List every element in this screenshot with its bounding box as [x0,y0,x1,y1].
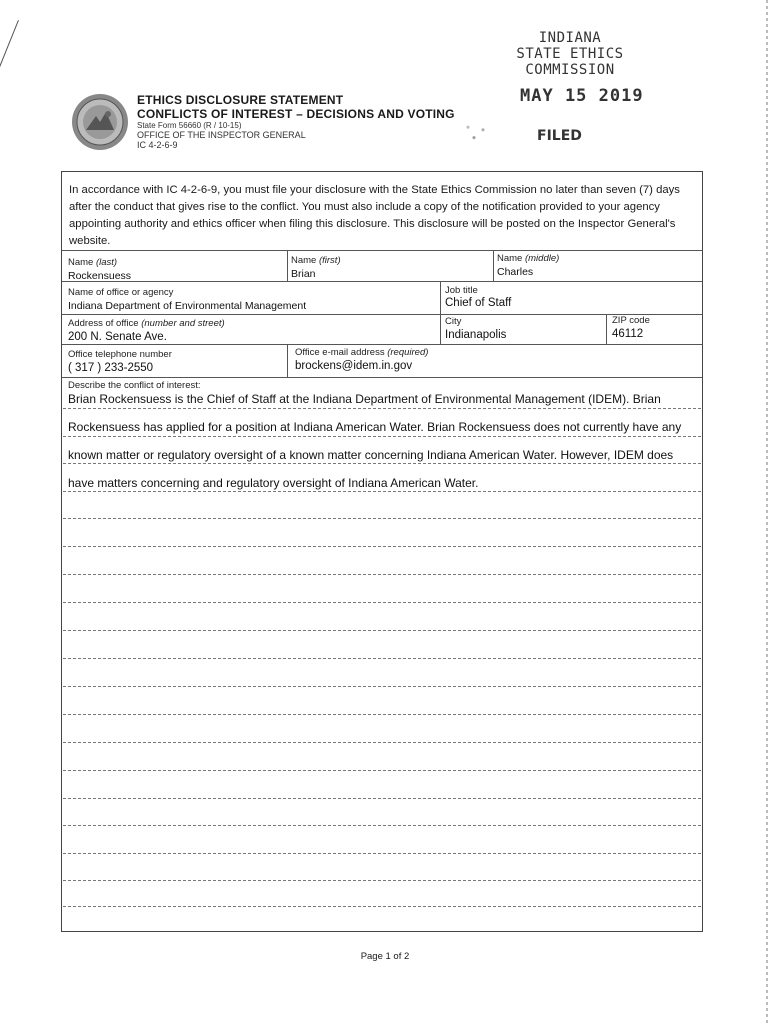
form-subtitle: CONFLICTS OF INTEREST – DECISIONS AND VOTING [137,107,455,121]
disclosure-form [61,171,703,932]
label-text: Name [291,255,317,266]
writing-line [63,770,701,771]
name-first-value[interactable]: Brian [291,268,316,280]
issuing-office: OFFICE OF THE INSPECTOR GENERAL [137,130,306,140]
conflict-line-2[interactable]: Rockensuess has applied for a position at Indiana American Water. Brian Rockensuess does not currently have any [68,420,682,434]
writing-line [63,630,701,631]
state-seal-icon [70,92,130,152]
divider [440,281,441,344]
label-emphasis: (required) [387,347,429,358]
stamp-date: MAY 15 2019 [520,86,644,106]
stamp-state-line2: STATE ETHICS COMMISSION [516,46,624,78]
label-name-middle [497,253,559,264]
writing-line [63,742,701,743]
received-stamp-agency [470,30,670,78]
writing-line [63,408,701,409]
writing-line [63,825,701,826]
scan-mark [0,20,19,141]
scan-edge [766,0,768,1024]
label-emphasis: (last) [95,257,118,268]
writing-line [63,602,701,603]
divider [606,314,607,344]
writing-line [63,880,701,881]
writing-line [63,491,701,492]
label-text: Office e-mail address [295,347,385,358]
label-conflict: Describe the conflict of interest: [68,380,201,391]
label-address [68,318,225,329]
divider [287,250,288,281]
label-email [295,347,428,358]
name-last-value[interactable]: Rockensuess [68,270,132,282]
label-city: City [445,316,462,327]
writing-line [63,436,701,437]
rule [62,377,702,378]
writing-line [63,714,701,715]
email-value[interactable]: brockens@idem.in.gov [295,360,413,372]
label-text: Name [497,253,523,264]
address-value[interactable]: 200 N. Senate Ave. [68,331,167,343]
label-text: Address of office [68,318,139,329]
writing-line [63,546,701,547]
phone-value[interactable]: ( 317 ) 233-2550 [68,362,154,374]
name-middle-value[interactable]: Charles [497,266,534,278]
label-emphasis: (number and street) [141,318,225,329]
stamp-state-line1: INDIANA [538,30,602,46]
writing-line [63,658,701,659]
writing-line [63,686,701,687]
writing-line [63,798,701,799]
writing-line [63,906,701,907]
job-title-value[interactable]: Chief of Staff [445,297,512,309]
label-agency: Name of office or agency [68,287,174,298]
label-job-title: Job title [445,285,478,296]
divider [287,344,288,377]
zip-value[interactable]: 46112 [612,328,644,340]
label-name-first [291,255,341,266]
city-value[interactable]: Indianapolis [445,329,507,341]
rule [62,250,702,251]
divider [493,250,494,281]
stamp-filed: FILED [537,128,582,144]
rule [62,281,702,282]
statute-code: IC 4-2-6-9 [137,140,178,150]
label-emphasis: (middle) [524,253,560,264]
label-name-last [68,257,117,268]
agency-value[interactable]: Indiana Department of Environmental Management [68,300,307,312]
conflict-line-3[interactable]: known matter or regulatory oversight of a known matter concerning Indiana American Water. However, IDEM does [68,448,674,462]
label-phone: Office telephone number [68,349,172,360]
form-title: ETHICS DISCLOSURE STATEMENT [137,93,344,107]
page-number: Page 1 of 2 [360,951,410,962]
form-header [137,93,455,150]
writing-line [63,574,701,575]
writing-line [63,518,701,519]
writing-line [63,463,701,464]
form-number: State Form 56660 (R / 10-15) [137,121,242,130]
label-text: Name [68,257,94,268]
rule [62,344,702,345]
label-zip: ZIP code [612,315,650,326]
conflict-line-4[interactable]: have matters concerning and regulatory oversight of Indiana American Water. [68,476,479,490]
writing-line [63,853,701,854]
instructions-paragraph: In accordance with IC 4-2-6-9, you must file your disclosure with the State Ethics Commission no later than seven (7) days after the conduct that gives rise to the conflict. You must also include a copy of the notification provided to your agency appointing authority and ethics officer when filing this disclosure. This disclosure will be posted on the Inspector General's website. [69,184,680,247]
conflict-line-1[interactable]: Brian Rockensuess is the Chief of Staff at the Indiana Department of Environmental Management (IDEM). Brian [68,392,661,406]
label-emphasis: (first) [318,255,341,266]
stamp-speckle [462,122,492,148]
